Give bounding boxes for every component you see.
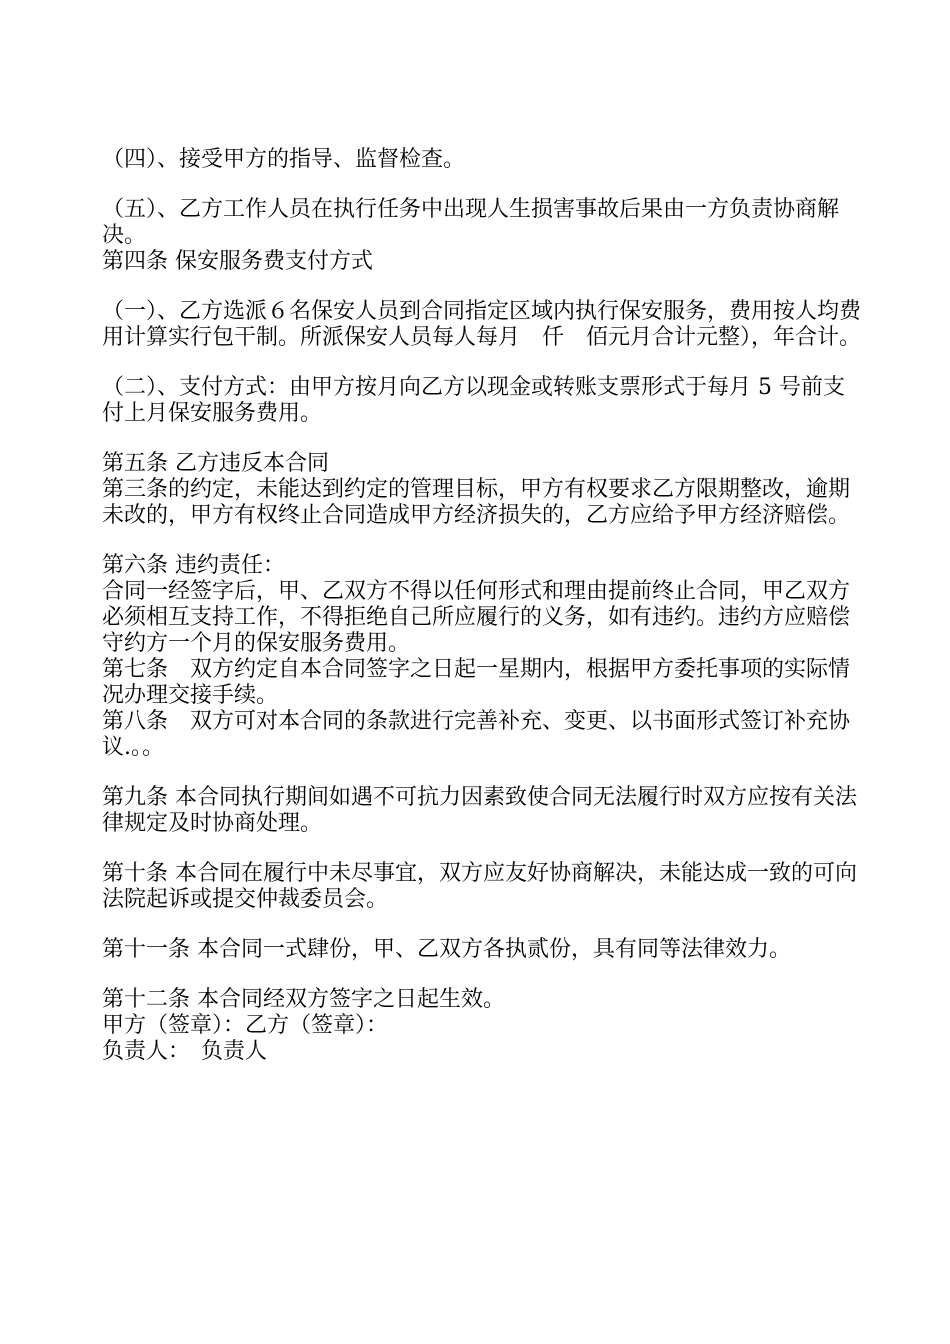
paragraph-gap	[102, 837, 862, 861]
article-8: 第八条 双方可对本合同的条款进行完善补充、变更、以书面形式签订补充协议.。。	[102, 709, 851, 760]
paragraph-gap	[102, 427, 862, 451]
document-body	[102, 147, 862, 1065]
article-4-item-2: （二）、支付方式：由甲方按月向乙方以现金或转账支票形式于每月 5 号前支付上月保安服务费用。	[102, 375, 845, 426]
article-10: 第十条 本合同在履行中未尽事宜，双方应友好协商解决，未能达成一致的可向法院起诉或提交仲裁委员会。	[102, 861, 857, 912]
paragraph-gap	[102, 913, 862, 937]
article-6-body: 合同一经签字后，甲、乙双方不得以任何形式和理由提前终止合同，甲乙双方必须相互支持工作，不得拒绝自己所应履行的义务，如有违约。违约方应赔偿守约方一个月的保安服务费用。	[102, 579, 851, 656]
article-5-heading: 第五条 乙方违反本合同	[102, 451, 329, 476]
clause-item-5: （五）、乙方工作人员在执行任务中出现人生损害事故后果由一方负责协商解决。	[102, 197, 840, 248]
paragraph-gap	[102, 529, 862, 553]
article-6-heading: 第六条 违约责任：	[102, 553, 285, 578]
article-9: 第九条 本合同执行期间如遇不可抗力因素致使合同无法履行时双方应按有关法律规定及时协商处理。	[102, 785, 857, 836]
signature-parties-line: 甲方（签章）：乙方（签章）：	[102, 1013, 389, 1038]
paragraph-gap	[102, 963, 862, 987]
paragraph-gap	[102, 761, 862, 785]
article-5-body: 第三条的约定，未能达到约定的管理目标，甲方有权要求乙方限期整改，逾期未改的，甲方有权终止合同造成甲方经济损失的，乙方应给予甲方经济赔偿。	[102, 477, 851, 528]
paragraph-gap	[102, 173, 862, 197]
article-7: 第七条 双方约定自本合同签字之日起一星期内，根据甲方委托事项的实际情况办理交接手续。	[102, 657, 851, 708]
paragraph-gap	[102, 275, 862, 299]
clause-item-4: （四）、接受甲方的指导、监督检查。	[102, 147, 466, 172]
article-4-item-1: （一）、乙方选派６名保安人员到合同指定区域内执行保安服务，费用按人均费用计算实行包干制。所派保安人员每人每月 仟 佰元月合计元整），年合计。	[102, 299, 862, 350]
responsible-person-line: 负责人： 负责人	[102, 1039, 268, 1064]
article-4-heading: 第四条 保安服务费支付方式	[102, 249, 373, 274]
article-12: 第十二条 本合同经双方签字之日起生效。	[102, 987, 505, 1012]
article-11: 第十一条 本合同一式肆份，甲、乙双方各执贰份，具有同等法律效力。	[102, 937, 791, 962]
paragraph-gap	[102, 351, 862, 375]
